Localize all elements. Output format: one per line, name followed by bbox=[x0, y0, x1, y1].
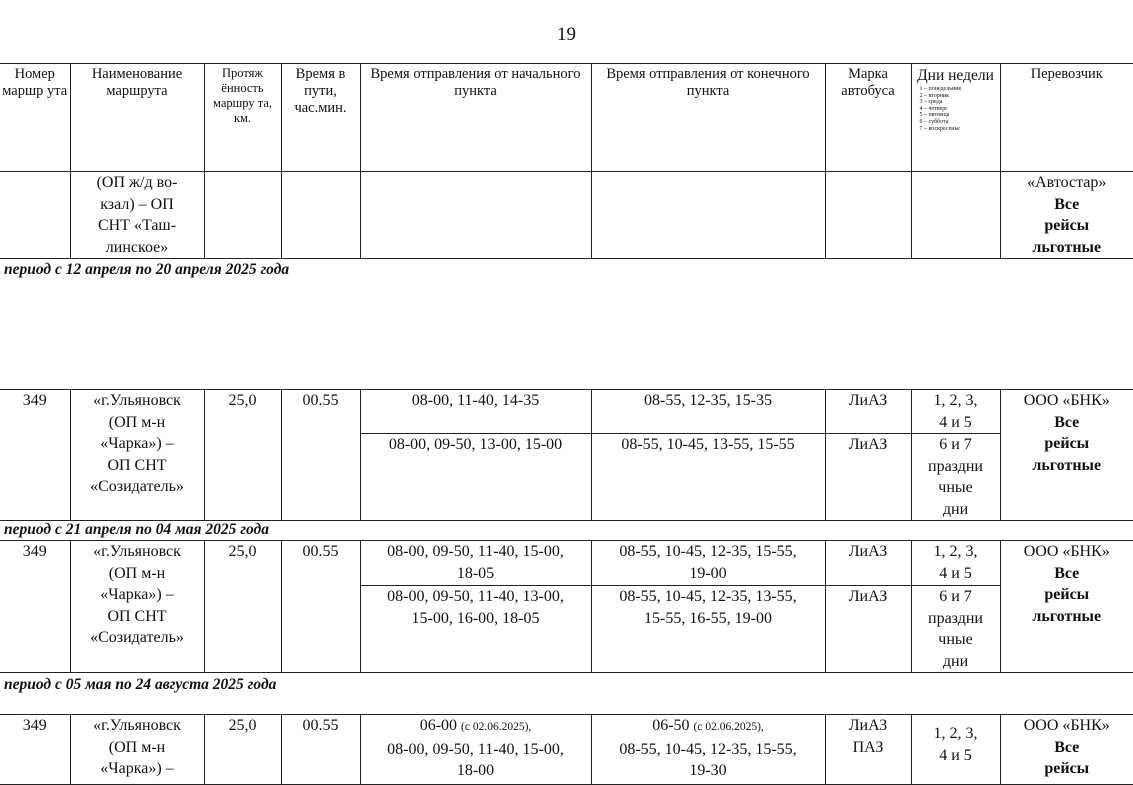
period-label: период с 12 апреля по 20 апреля 2025 года bbox=[4, 261, 290, 278]
carrier-name: ООО «БНК» bbox=[1023, 392, 1110, 409]
route-length: 25,0 bbox=[204, 541, 281, 673]
depart-start-times: 08-00, 09-50, 13-00, 15-00 bbox=[360, 434, 591, 521]
depart-start-times: 08-00, 11-40, 14-35 bbox=[360, 390, 591, 434]
bus-brand: ЛиАЗ bbox=[825, 541, 911, 586]
bus-brand: ЛиАЗ bbox=[825, 390, 911, 434]
start-times-rest: 08-00, 09-50, 11-40, 15-00, 18-00 bbox=[387, 740, 564, 779]
legend-line: 5 – пятница bbox=[919, 112, 950, 119]
schedule-table-top bbox=[0, 63, 1133, 259]
carrier-note: Все рейсы bbox=[1044, 738, 1090, 777]
depart-end-times bbox=[591, 715, 825, 785]
legend-line: 2 – вторник bbox=[919, 92, 950, 99]
depart-end-times: 08-55, 10-45, 13-55, 15-55 bbox=[591, 434, 825, 521]
depart-end-times: 08-55, 10-45, 12-35, 15-55, 19-00 bbox=[591, 541, 825, 586]
carrier-name: «Автостар» bbox=[1027, 174, 1107, 191]
weekdays-title: Дни недели bbox=[917, 67, 994, 84]
header-length: Протяж ённость маршру та, км. bbox=[204, 64, 281, 172]
travel-time: 00.55 bbox=[281, 541, 360, 673]
page-number: 19 bbox=[557, 24, 576, 45]
route-length: 25,0 bbox=[204, 390, 281, 521]
carrier-name: ООО «БНК» bbox=[1023, 543, 1110, 560]
bus-brand: ЛиАЗ ПАЗ bbox=[825, 715, 911, 785]
route-name: «г.Ульяновск (ОП м-н «Чарка») – ОП СНТ «Созидатель» bbox=[70, 390, 204, 521]
weekdays: 1, 2, 3, 4 и 5 bbox=[911, 390, 1000, 434]
weekdays: 6 и 7 праздни чные дни bbox=[911, 586, 1000, 673]
travel-time: 00.55 bbox=[281, 390, 360, 521]
header-travel-time: Время в пути, час.мин. bbox=[281, 64, 360, 172]
period-label: период с 05 мая по 24 августа 2025 года bbox=[4, 676, 277, 693]
schedule-block-2 bbox=[0, 540, 1133, 673]
route-number: 349 bbox=[0, 541, 70, 673]
schedule-block-1 bbox=[0, 389, 1133, 521]
depart-start-times: 08-00, 09-50, 11-40, 13-00, 15-00, 16-00, 18-05 bbox=[360, 586, 591, 673]
depart-start-times bbox=[360, 715, 591, 785]
legend-line: 6 – суббота bbox=[919, 118, 949, 125]
carrier bbox=[1000, 541, 1133, 673]
carrier-name: ООО «БНК» bbox=[1023, 717, 1110, 734]
carrier bbox=[1000, 715, 1133, 785]
header-depart-start: Время отправления от начального пункта bbox=[360, 64, 591, 172]
header-weekdays bbox=[911, 64, 1000, 172]
route-number: 349 bbox=[0, 715, 70, 785]
legend-line: 3 – среда bbox=[919, 99, 943, 106]
end-time-first: 06-50 bbox=[652, 717, 690, 734]
schedule-block-3 bbox=[0, 714, 1133, 785]
header-route-no: Номер маршр ута bbox=[0, 64, 70, 172]
travel-time: 00.55 bbox=[281, 715, 360, 785]
weekdays: 1, 2, 3, 4 и 5 bbox=[911, 715, 1000, 785]
header-route-name: Наименование маршрута bbox=[70, 64, 204, 172]
header-carrier: Перевозчик bbox=[1000, 64, 1133, 172]
carrier-note: Все рейсы льготные bbox=[1032, 564, 1102, 625]
weekdays: 1, 2, 3, 4 и 5 bbox=[911, 541, 1000, 586]
start-time-first: 06-00 bbox=[419, 717, 458, 734]
legend-line: 7 – воскресенье bbox=[919, 125, 960, 132]
route-name: «г.Ульяновск (ОП м-н «Чарка») – ОП СНТ «Созидатель» bbox=[70, 541, 204, 673]
cont-carrier bbox=[1000, 172, 1133, 259]
weekdays-legend bbox=[914, 86, 998, 132]
route-length: 25,0 bbox=[204, 715, 281, 785]
header-depart-end: Время отправления от конечного пункта bbox=[591, 64, 825, 172]
depart-end-times: 08-55, 12-35, 15-35 bbox=[591, 390, 825, 434]
carrier-note: Все рейсы льготные bbox=[1032, 195, 1102, 256]
weekdays: 6 и 7 праздни чные дни bbox=[911, 434, 1000, 521]
header-bus-brand: Марка автобуса bbox=[825, 64, 911, 172]
legend-line: 4 – четверг bbox=[919, 105, 948, 112]
carrier bbox=[1000, 390, 1133, 521]
route-number: 349 bbox=[0, 390, 70, 521]
bus-brand: ЛиАЗ bbox=[825, 586, 911, 673]
legend-line: 1 – понедельник bbox=[919, 86, 962, 92]
bus-brand: ЛиАЗ bbox=[825, 434, 911, 521]
depart-start-times: 08-00, 09-50, 11-40, 15-00, 18-05 bbox=[360, 541, 591, 586]
cont-route-name: (ОП ж/д во- кзал) – ОП СНТ «Таш- линское» bbox=[70, 172, 204, 259]
end-times-rest: 08-55, 10-45, 12-35, 15-55, 19-30 bbox=[619, 740, 797, 779]
route-name: «г.Ульяновск (ОП м-н «Чарка») – bbox=[70, 715, 204, 785]
start-time-note: (с 02.06.2025), bbox=[461, 721, 532, 733]
end-time-note: (с 02.06.2025), bbox=[693, 721, 764, 733]
carrier-note: Все рейсы льготные bbox=[1032, 413, 1102, 474]
period-label: период с 21 апреля по 04 мая 2025 года bbox=[4, 521, 269, 538]
depart-end-times: 08-55, 10-45, 12-35, 13-55, 15-55, 16-55, 19-00 bbox=[591, 586, 825, 673]
